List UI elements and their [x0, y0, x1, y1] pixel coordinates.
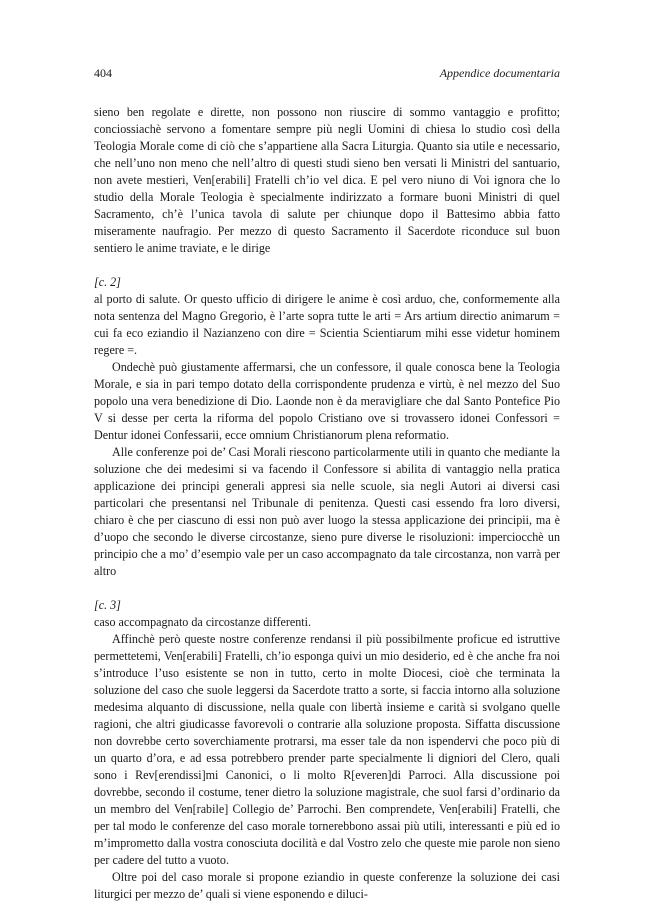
paragraph: Affinchè però queste nostre conferenze rendansi il più possibilmente proficue ed istruttive permettetemi, Ven[erabili] Fratelli, ch’io esponga quivi un mio desiderio, ed è che anche fra noi s’introduce l’uso esistente se non in tutto, certo in molte Diocesi, cioè che terminata la soluzione del caso che suole leggersi da Sacerdote tratto a sorte, si faccia intorno alla soluzione medesima alquanto di discussione, nella quale con libertà insieme e carità si svolgano quelle ragioni, che altri giudicasse favorevoli o contrarie alla soluzione proposta. Siffatta discussione non dovrebbe certo soverchiamente protrarsi, ma esser tale da non ispendervi che poco più di un quarto d’ora, e ad essa potrebbero prender parte specialmente li digniori del Clero, quali sono i Rev[erendissi]mi Canonici, o li molto R[everen]di Parroci. Alla discussione poi dovrebbe, secondo il costume, tener dietro la soluzione magistrale, che suol farsi d’ordinario da un membro del Ven[rabile] Collegio de’ Parrochi. Ben comprendete, Ven[erabili] Fratelli, che per tal modo le conferenze del caso morale tornerebbono assai più utili, interessanti e più ed io m’imprometto dalla vostra conosciuta docilità e dal Vostro zelo che queste mie parole non sieno per cadere del tutto a vuoto.	[94, 632, 560, 867]
running-title: Appendice documentaria	[439, 66, 560, 80]
page-number: 404	[94, 66, 112, 80]
paragraph: caso accompagnato da circostanze differenti.	[94, 615, 312, 629]
paragraph: sieno ben regolate e dirette, non possono non riuscire di sommo vantaggio e profitto; conciossiachè servono a fomentare sempre più negli Uomini di chiesa lo studio così della Teologia Morale come di ciò che s’appartiene alla Sacra Liturgia. Quanto sia utile e necessario, che nell’uno non meno che nell’altro di questi studi sieno ben versati li Ministri del santuario, non avete mestieri, Ven[erabili] Fratelli ch’io vel dica. E pel vero niuno di Voi ignora che lo studio della Morale Teologia è specialmente indirizzato a formare buoni Ministri di quel Sacramento, ch’è l’unica tavola di salute per chiunque dopo il Battesimo abbia fatto miseramente naufragio. Per mezzo di questo Sacramento il Sacerdote riconduce sul buon sentiero le anime traviate, e le dirige	[94, 105, 560, 255]
document-page	[94, 66, 560, 903]
paragraph: Ondechè può giustamente affermarsi, che un confessore, il quale conosca bene la Teologia Morale, e sia in pari tempo dotato della corrispondente prudenza e virtù, è nel mezzo del Suo popolo una vera benedizione di Dio. Laonde non è da meravigliare che dal Santo Pontefice Pio V si desse per certa la riforma del popolo Cristiano ove si trovassero idonei Confessori = Dentur idonei Confessarii, ecce omnium Christianorum plena reformatio.	[94, 360, 560, 442]
paragraph: Oltre poi del caso morale si propone eziandio in queste conferenze la soluzione dei casi liturgici per mezzo de’ quali si viene esponendo e diluci-	[94, 870, 560, 901]
folio-marker: [c. 3]	[94, 598, 121, 612]
folio-marker: [c. 2]	[94, 275, 121, 289]
page-header	[94, 66, 560, 84]
paragraph: al porto di salute. Or questo ufficio di dirigere le anime è così arduo, che, conformemente alla nota sentenza del Magno Gregorio, è l’arte sopra tutte le arti = Ars artium directio animarum = cui fa eco eziandio il Nazianzeno con dire = Scientia Scientiarum mihi esse videtur hominem regere =.	[94, 292, 560, 357]
document-body	[94, 104, 560, 903]
paragraph: Alle conferenze poi de’ Casi Morali riescono particolarmente utili in quanto che mediante la soluzione che dei medesimi si va facendo il Confessore si abilita di vantaggio nella pratica applicazione dei principi generali appresi sia nelle scuole, sia negli Autori ai diversi casi particolari che presentansi nel Tribunale di penitenza. Questi casi essendo fra loro diversi, chiaro è che per ciascuno di essi non può aver luogo la stessa applicazione dei principii, ma è d’uopo che secondo le diverse circostanze, sieno pure diverse le risoluzioni: imperciocchè un principio che a mo’ d’esempio vale per un caso accompagnato da tale circostanza, non varrà per altro	[94, 445, 560, 578]
